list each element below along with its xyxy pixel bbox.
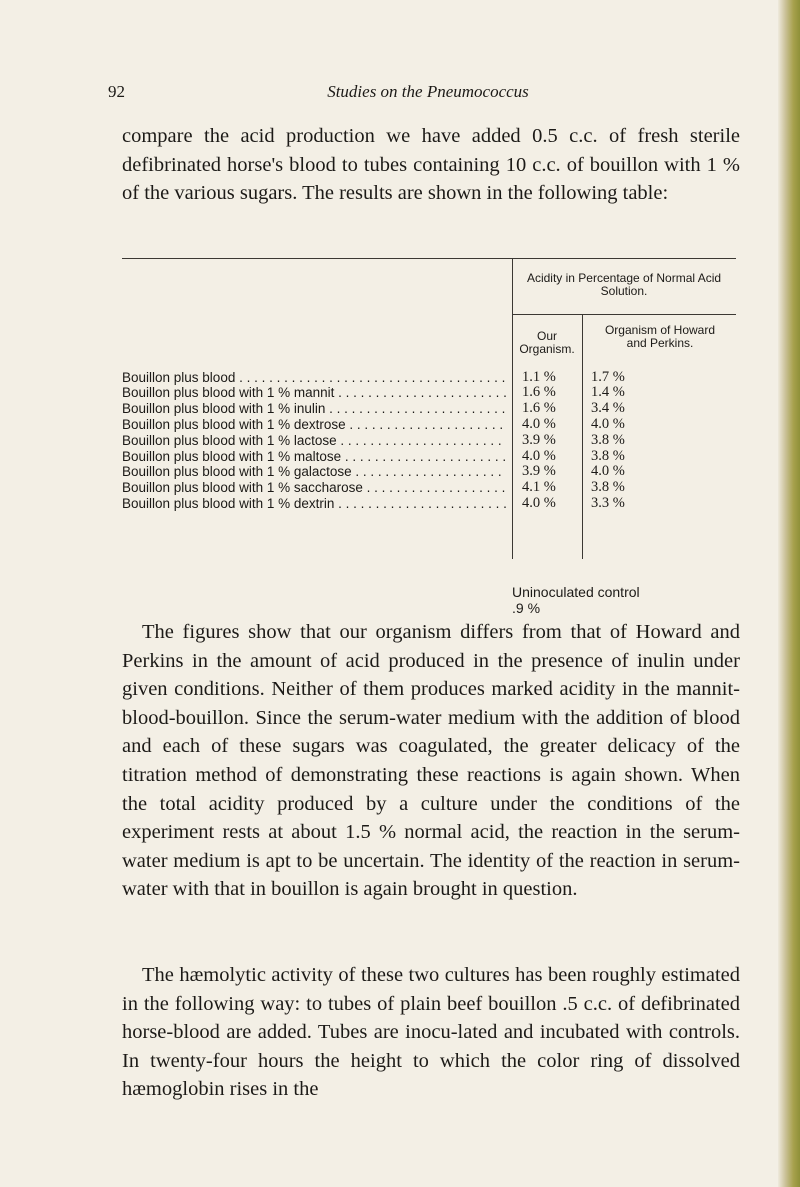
our-value: 3.9 %	[522, 463, 556, 480]
howard-perkins-value: 3.8 %	[591, 447, 625, 464]
howard-perkins-value: 1.4 %	[591, 384, 625, 401]
our-value: 4.0 %	[522, 494, 556, 511]
our-value: 4.0 %	[522, 415, 556, 432]
our-value: 1.6 %	[522, 400, 556, 417]
control-note: Uninoculated control .9 %	[512, 584, 640, 616]
table-row	[122, 370, 722, 386]
table-row	[122, 385, 722, 401]
howard-perkins-value: 1.7 %	[591, 368, 625, 385]
row-label: Bouillon plus blood with 1 % saccharose . . .	[122, 480, 506, 496]
howard-perkins-value: 4.0 %	[591, 463, 625, 480]
group-header: Acidity in Percentage of Normal Acid Solution.	[526, 271, 722, 298]
table-row	[122, 401, 722, 417]
haemolytic-paragraph: The hæmolytic activity of these two cultures has been roughly estimated in the following way: to tubes of plain beef bouillon .5 c.c. of defibrinated horse-blood are added. Tubes are inocu-lated and incubated with controls. In twenty-four hours the height to which the color ring of dissolved hæmoglobin rises in the	[122, 964, 740, 1101]
page-edge	[778, 0, 800, 1187]
row-label: Bouillon plus blood with 1 % dextrose . . .	[122, 417, 506, 433]
intro-paragraph: compare the acid production we have added 0.5 c.c. of fresh sterile defibrinated horse's blood to tubes containing 10 c.c. of bouillon with 1 % of the various sugars. The results are shown in the following table:	[122, 125, 740, 205]
howard-perkins-value: 3.3 %	[591, 494, 625, 511]
row-label: Bouillon plus blood with 1 % dextrin . . .	[122, 496, 506, 512]
our-value: 4.1 %	[522, 479, 556, 496]
our-value: 3.9 %	[522, 431, 556, 448]
table-row	[122, 496, 722, 512]
discussion-paragraph: The figures show that our organism differs from that of Howard and Perkins in the amount of acid produced in the presence of inulin under given conditions. Neither of them produces marked acidity in the mannit-blood-bouillon. Since the serum-water medium with the addition of blood and each of these sugars was coagulated, the greater delicacy of the titration method of demonstrating these reactions is again shown. When the total acidity produced by a culture under the conditions of the experiment rests at about 1.5 % normal acid, the reaction in the serum-water medium is apt to be uncertain. The identity of the reaction in serum-water with that in bouillon is again brought in question.	[122, 621, 740, 901]
table-row	[122, 449, 722, 465]
row-label: Bouillon plus blood with 1 % inulin . . .	[122, 401, 506, 417]
table-row	[122, 433, 722, 449]
table-row	[122, 417, 722, 433]
header-rule	[512, 314, 736, 315]
row-label: Bouillon plus blood with 1 % lactose . . .	[122, 433, 506, 449]
table-row	[122, 480, 722, 496]
howard-perkins-value: 3.8 %	[591, 479, 625, 496]
running-title: Studies on the Pneumococcus	[327, 82, 529, 101]
howard-perkins-value: 3.8 %	[591, 431, 625, 448]
row-label: Bouillon plus blood with 1 % galactose . . .	[122, 464, 506, 480]
running-header	[108, 82, 748, 106]
howard-perkins-value: 3.4 %	[591, 400, 625, 417]
howard-perkins-value: 4.0 %	[591, 415, 625, 432]
row-label: Bouillon plus blood with 1 % mannit . . .	[122, 385, 506, 401]
our-value: 1.1 %	[522, 368, 556, 385]
page-number: 92	[108, 82, 125, 101]
column-header-our-organism: Our Organism.	[519, 329, 575, 356]
table-row	[122, 464, 722, 480]
our-value: 4.0 %	[522, 447, 556, 464]
table-top-rule	[122, 258, 736, 259]
column-header-howard-perkins: Organism of Howard and Perkins.	[604, 323, 716, 350]
row-label: Bouillon plus blood with 1 % maltose . . .	[122, 449, 506, 465]
row-label: Bouillon plus blood . . .	[122, 370, 506, 386]
our-value: 1.6 %	[522, 384, 556, 401]
